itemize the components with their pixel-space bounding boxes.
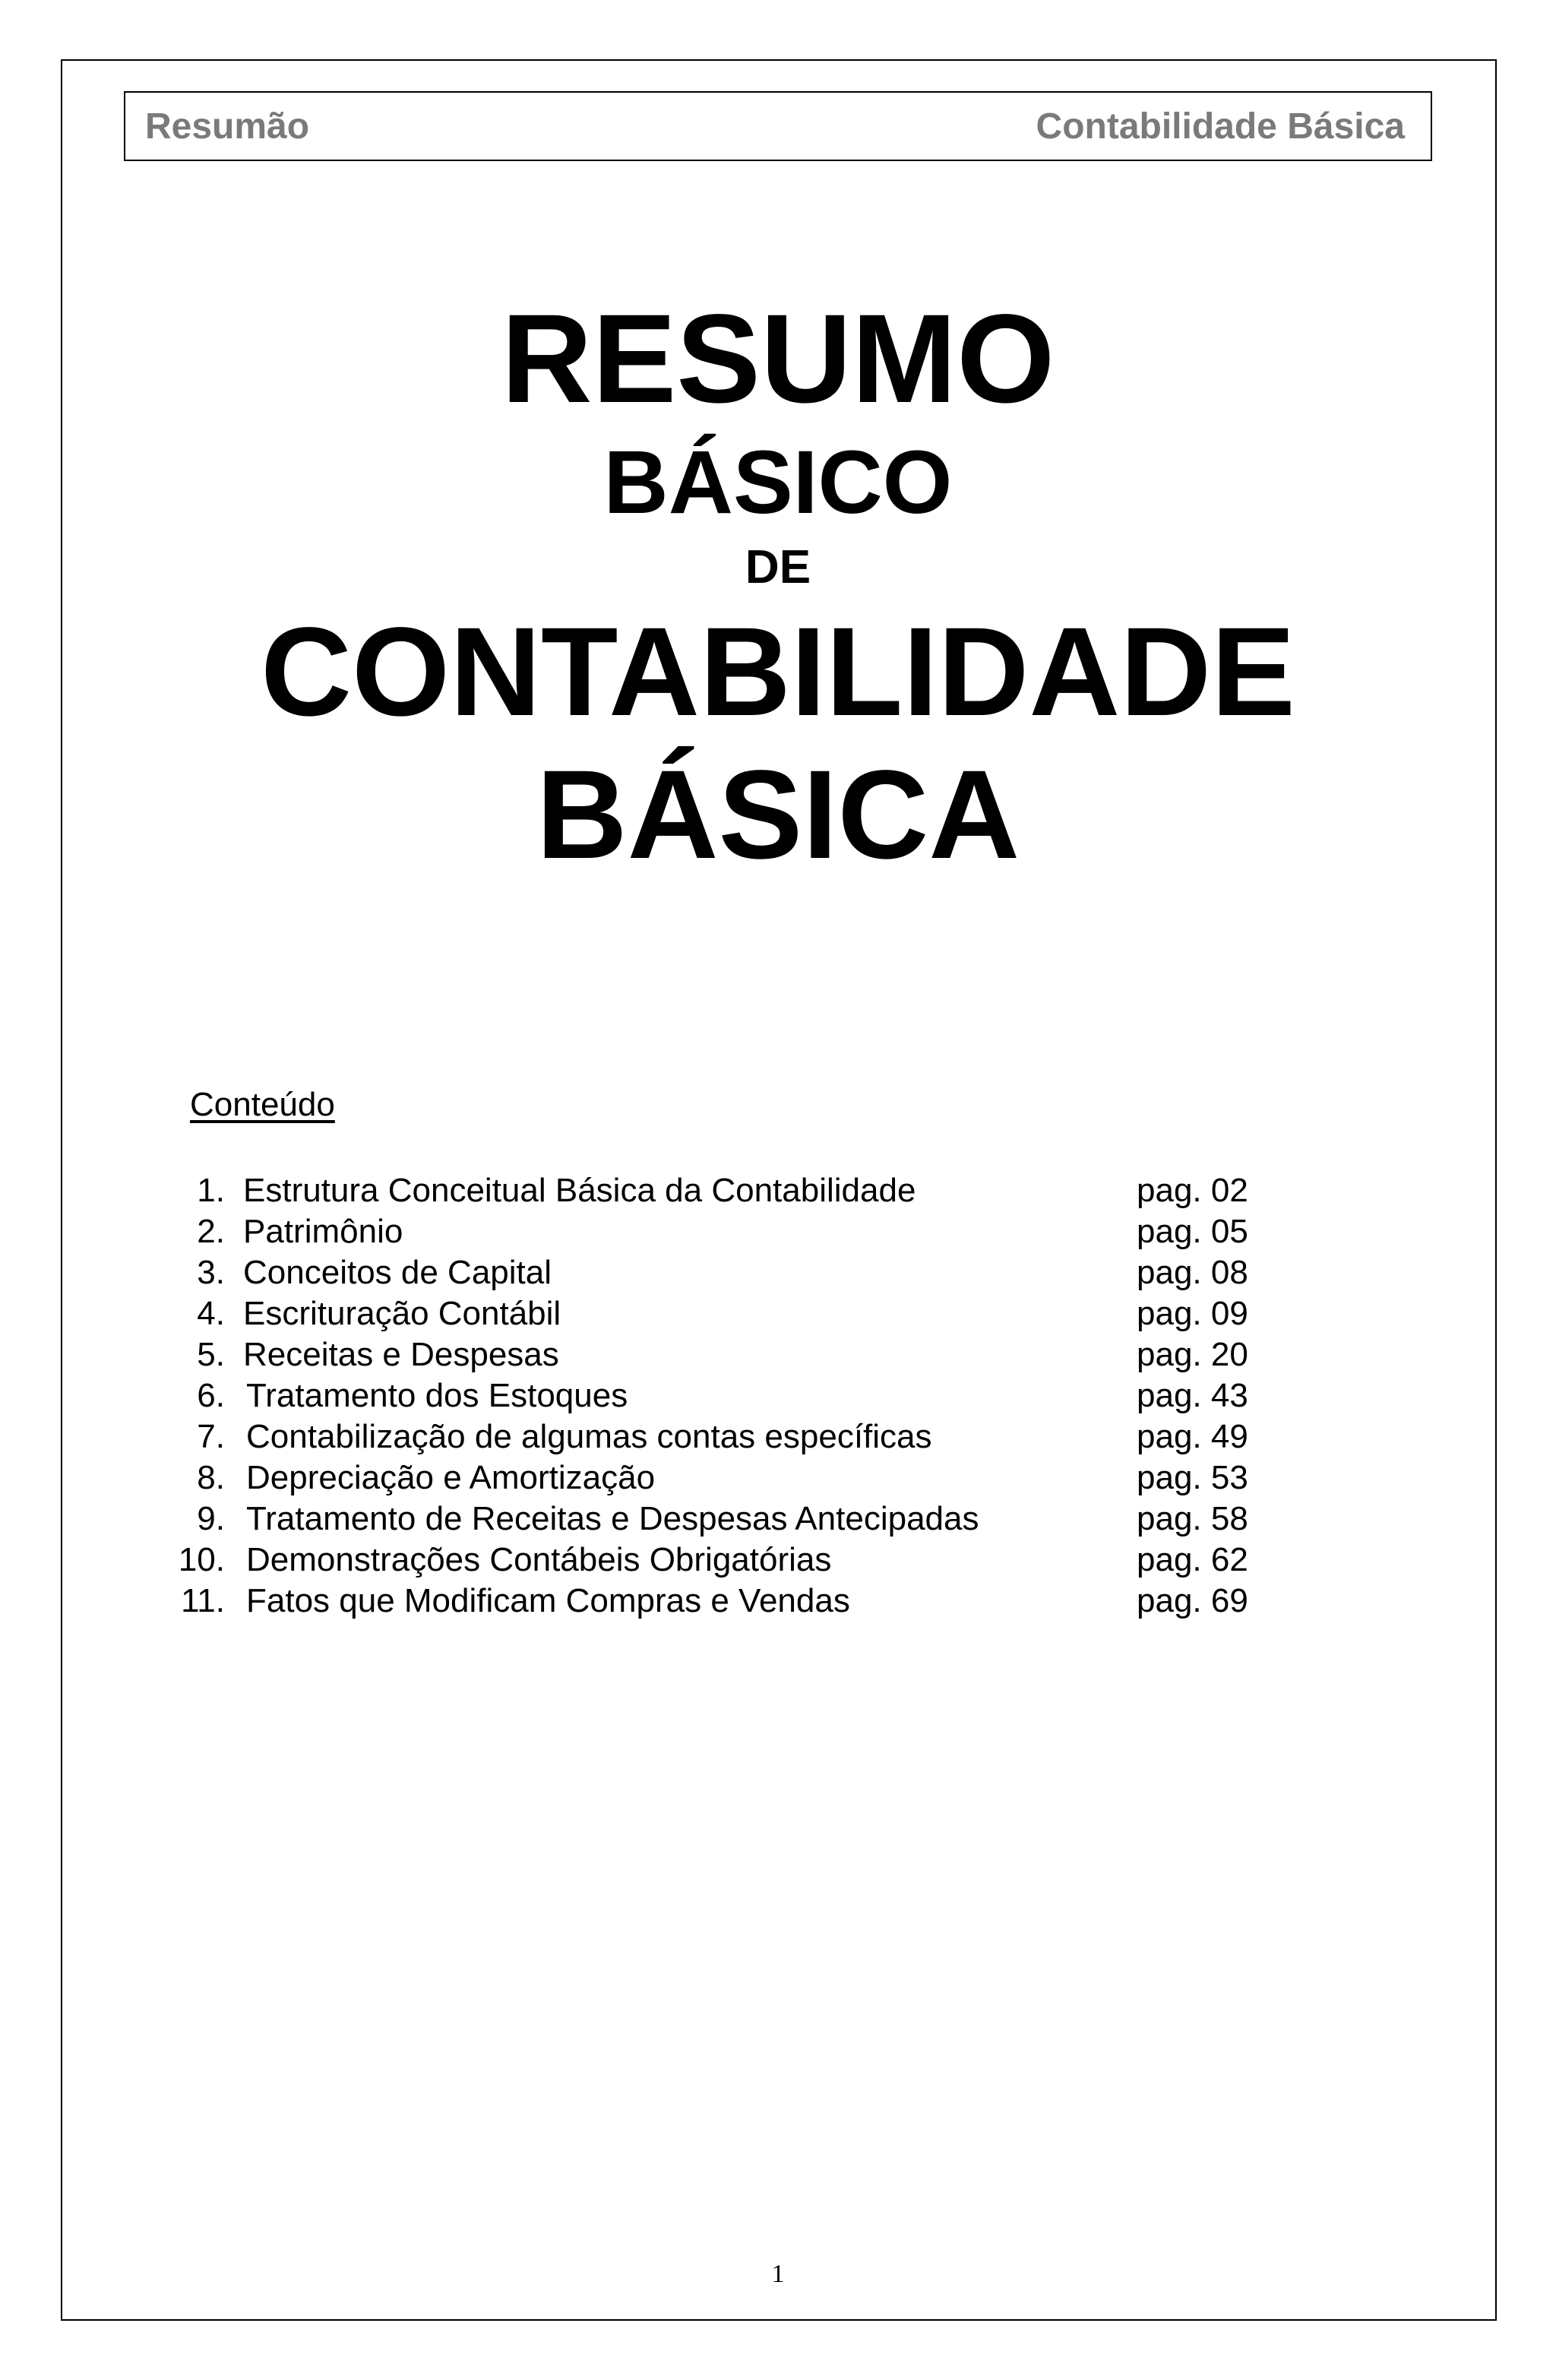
toc-item-page: pag. 05	[1137, 1213, 1248, 1250]
toc-item-number: 2.	[197, 1213, 225, 1250]
toc-item-page: pag. 53	[1137, 1459, 1248, 1496]
title-line-5: BÁSICA	[536, 745, 1020, 885]
title-line-2: BÁSICO	[603, 432, 953, 533]
toc-item	[0, 1416, 1556, 1457]
title-line-4: CONTABILIDADE	[261, 602, 1295, 742]
toc-item	[0, 1293, 1556, 1334]
table-of-contents	[0, 1170, 1556, 1622]
header-right-text: Contabilidade Básica	[1036, 106, 1405, 147]
toc-item-number: 5.	[197, 1336, 225, 1373]
header-left-text: Resumão	[145, 106, 310, 147]
toc-item-title: Escrituração Contábil	[243, 1295, 561, 1332]
page-number: 1	[771, 2260, 785, 2288]
toc-item-number: 11.	[181, 1582, 225, 1619]
toc-item-number: 4.	[197, 1295, 225, 1332]
toc-item-page: pag. 09	[1137, 1295, 1248, 1332]
toc-item-title: Estrutura Conceitual Básica da Contabilidade	[243, 1172, 916, 1209]
toc-item-title: Conceitos de Capital	[243, 1254, 552, 1291]
toc-item-number: 9.	[197, 1500, 225, 1537]
toc-item-number: 8.	[197, 1459, 225, 1496]
toc-item	[0, 1540, 1556, 1581]
running-header	[124, 91, 1432, 161]
toc-item	[0, 1252, 1556, 1293]
toc-item-title: Demonstrações Contábeis Obrigatórias	[246, 1541, 832, 1578]
toc-item-title: Patrimônio	[243, 1213, 403, 1250]
toc-item-number: 3.	[197, 1254, 225, 1291]
toc-item	[0, 1457, 1556, 1499]
toc-item-title: Depreciação e Amortização	[246, 1459, 656, 1496]
toc-item-number: 6.	[197, 1377, 225, 1414]
toc-item	[0, 1581, 1556, 1622]
toc-item-page: pag. 02	[1137, 1172, 1248, 1209]
toc-item-title: Receitas e Despesas	[243, 1336, 559, 1373]
toc-item-page: pag. 43	[1137, 1377, 1248, 1414]
toc-item-page: pag. 08	[1137, 1254, 1248, 1291]
toc-item-title: Fatos que Modificam Compras e Vendas	[246, 1582, 850, 1619]
toc-item-number: 10.	[178, 1541, 225, 1578]
toc-item	[0, 1334, 1556, 1375]
toc-item	[0, 1170, 1556, 1211]
toc-item-page: pag. 62	[1137, 1541, 1248, 1578]
toc-item	[0, 1499, 1556, 1540]
toc-item-title: Contabilização de algumas contas específicas	[246, 1418, 932, 1455]
toc-item	[0, 1211, 1556, 1252]
toc-item-title: Tratamento de Receitas e Despesas Antecipadas	[246, 1500, 979, 1537]
toc-item-page: pag. 20	[1137, 1336, 1248, 1373]
toc-item-title: Tratamento dos Estoques	[246, 1377, 628, 1414]
toc-item	[0, 1375, 1556, 1416]
title-line-1: RESUMO	[501, 289, 1055, 429]
toc-item-page: pag. 49	[1137, 1418, 1248, 1455]
toc-item-page: pag. 58	[1137, 1500, 1248, 1537]
toc-item-number: 1.	[197, 1172, 225, 1209]
contents-heading: Conteúdo	[190, 1086, 335, 1123]
toc-item-page: pag. 69	[1137, 1582, 1248, 1619]
toc-item-number: 7.	[197, 1418, 225, 1455]
title-line-3: DE	[745, 541, 811, 593]
